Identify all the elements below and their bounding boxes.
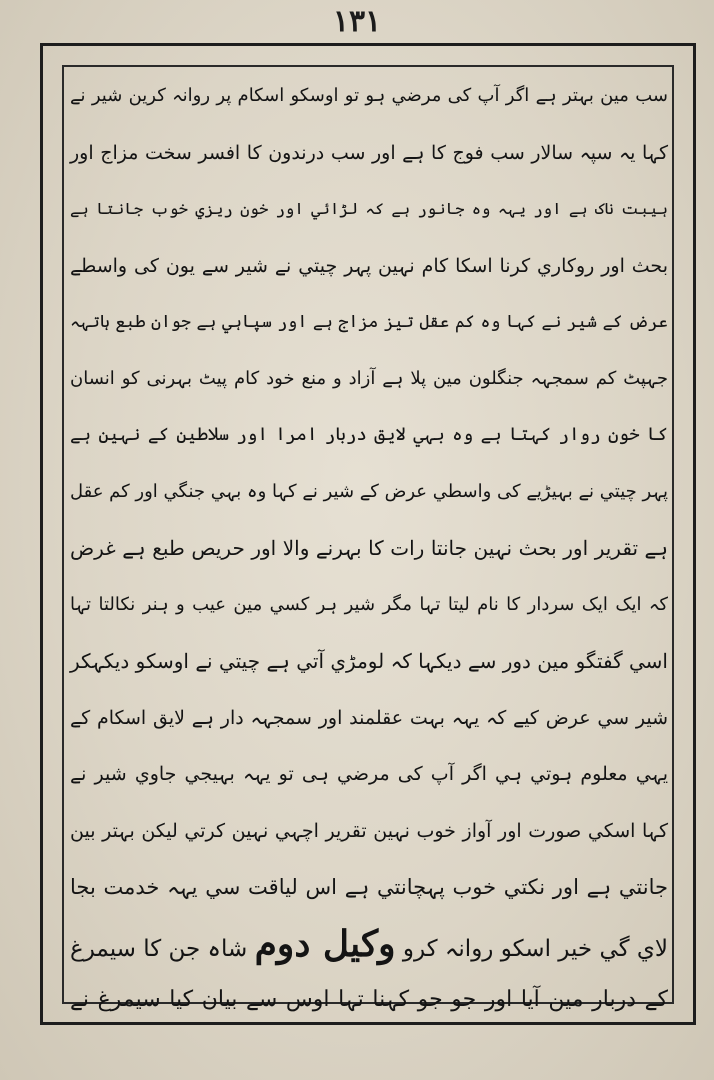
text-line: اسي گفتگو مین دور سے دیکہا کہ لومڑي آتي ہے چیتي نے اوسکو دیکہکر xyxy=(69,649,668,673)
text-line: عرض کے شیر نے کہا وہ کم عقل تیز مزاج ہے اور سپاہي ہے جوان طبع ہاتہہ xyxy=(70,312,668,332)
text-line-segment: لاي گي خیر اسکو روانہ کرو xyxy=(395,935,669,962)
text-line: کا خون روار کہتا ہے وہ بہي لایق دربار امرا اور سلاطین کے نہین ہے xyxy=(70,424,668,445)
text-line: بحث اور روکاري کرنا اسکا کام نہین پہر چیتي نے شیر سے یون کی واسطے xyxy=(70,254,668,277)
section-heading: وکیل دوم xyxy=(254,922,396,965)
text-line: یہي معلوم ہوتي ہي اگر آپ کی مرضي ہی تو یہہ بہیجي جاوي شیر نے xyxy=(70,763,668,785)
text-line: کہا یہ سپہ سالار سب فوج کا ہے اور سب درندون کا افسر سخت مزاج اور xyxy=(70,141,668,164)
text-line: سب مین بہتر ہے اگر آپ کی مرضي ہو تو اوسکو اسکام پر روانہ کرین شیر نے xyxy=(70,85,668,106)
text-line xyxy=(66,916,672,973)
text-line: ہیبت ناک ہے اور یہہ وہ جانور ہے کہ لڑائي اور خون ریزي خوب جانتا ہے xyxy=(70,199,668,218)
text-line: کے دربار مین آیا اور جو جو کہنا تہا اوس سے بیان کیا سیمرغ نے xyxy=(70,987,668,1012)
text-line: جانتي ہے اور نکتي خوب پہچانتي ہے اس لیاقت سي یہہ خدمت بجا xyxy=(70,875,668,899)
text-line-segment: شاہ جن کا سیمرغ xyxy=(70,935,255,962)
text-line: پہر چیتي نے بہیڑیے کی واسطي عرض کے شیر نے کہا وہ بہي جنگي اور کم عقل xyxy=(69,480,668,502)
text-line: ہے تقریر اور بحث نہین جانتا رات کا بہرنے والا اور حریص طبع ہے غرض xyxy=(70,536,668,560)
text-line: کہ ایک ایک سردار کا نام لیتا تہا مگر شیر ہر کسي مین عیب و ہنر نکالتا تہا xyxy=(70,593,668,615)
text-line: کہا اسکي صورت اور آواز خوب نہین تقریر اچہي نہین کرتي لیکن بہتر بین xyxy=(70,819,668,842)
text-line: جہپٹ کم سمجہہ جنگلون مین پلا ہے آزاد و منع خود کام پیٹ بہرنی کو انسان xyxy=(70,367,668,389)
text-line: شیر سي عرض کیے کہ یہہ بہت عقلمند اور سمجہہ دار ہے لایق اسکام کے xyxy=(70,706,668,729)
text-body xyxy=(66,68,672,1029)
page-number: ١٣١ xyxy=(332,4,382,39)
